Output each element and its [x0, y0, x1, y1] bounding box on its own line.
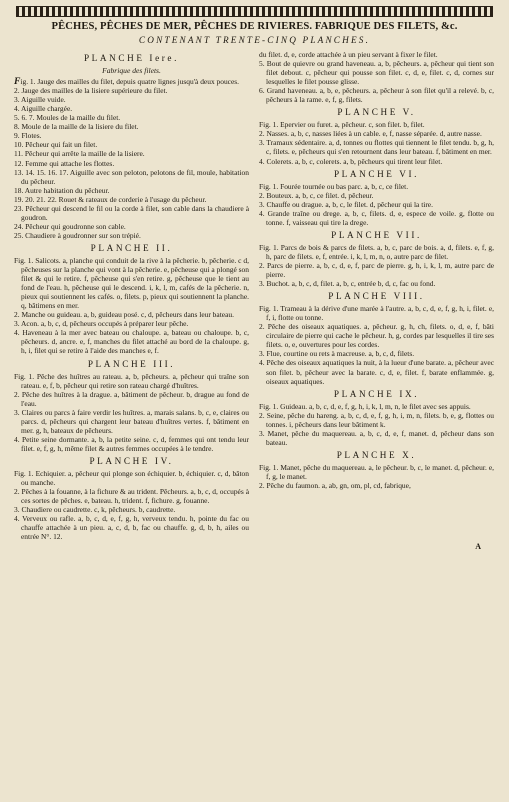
- plate-heading: PLANCHE Iere.: [83, 53, 180, 63]
- figure-entry: 6. Grand haveneau. a, b, e, pêcheurs. a, pêcheur à son filet qu'il a relevé. b, c, pêcheurs à la rame. e, f, g, filets.: [259, 86, 494, 105]
- figure-entry: 2. Bouteux. a, b, c, ce filet. d, pêcheur.: [259, 190, 374, 200]
- figure-entry: 25. Chaudiere à goudronner sur son trépié.: [14, 230, 141, 240]
- plate-heading: PLANCHE X.: [336, 449, 417, 460]
- figure-entry: 8. Moule de la maille de la lisiere du filet.: [14, 122, 139, 132]
- drop-initial: F: [14, 76, 21, 88]
- figure-entry: Fig. 1. Echiquier. a, pêcheur qui plonge son échiquier. b, échiquier. c, d, bâton ou manche.: [14, 469, 249, 488]
- text-columns: [14, 50, 495, 541]
- figure-entry: 5. Bout de quievre ou grand haveneau. a, b, pêcheurs. a, pêcheur qui tient son filet debout. c, pêcheur qui pousse son filet. c, d, e, filet. c, d, cornes sur lesquelles le filet pousse glisse.: [259, 59, 494, 87]
- figure-entry: Fig. 1. Epervier ou furet. a, pêcheur. c, son filet. b, filet.: [259, 120, 425, 130]
- figure-entry: 2. Pêche du faumon. a, ab, gn, om, pl, cd, fabrique,: [259, 481, 411, 491]
- figure-entry: 4. Aiguille chargée.: [14, 104, 73, 114]
- figure-entry: 13. 14. 15. 16. 17. Aiguille avec son peloton, pelotons de fil, moule, habitation du pêcheur.: [14, 167, 249, 186]
- figure-entry: 2. Nasses. a, b, c, nasses liées à un cable. e, f, nasse séparée. d, autre nasse.: [259, 129, 482, 139]
- catchword: A: [475, 542, 481, 552]
- figure-entry: 4. Petite seine dormante. a, b, la petite seine. c, d, femmes qui ont tendu leur filet. e, f, g, h, même filet & autres femmes occupées à le tendre.: [14, 434, 249, 453]
- figure-entry: 12. Femme qui attache les flottes.: [14, 158, 115, 168]
- figure-entry: Fig. 1. Parcs de bois & parcs de filets. a, b, c, parc de bois. a, d, filets. e, f, g, h, parc de filets. e, f, entrée. i, k, l, m, n, o, autre parc de filet.: [259, 242, 494, 261]
- plate-heading: PLANCHE IV.: [89, 455, 174, 466]
- figure-entry: 3. Chauffe ou drague. a, b, c, le filet. d, pêcheur qui la tire.: [259, 199, 433, 209]
- plate-heading: PLANCHE IX.: [333, 388, 420, 399]
- figure-entry: 3. Chaudiere ou caudrette. c, k, pêcheurs. b, caudrette.: [14, 505, 176, 515]
- plate-heading: PLANCHE VI.: [333, 168, 420, 179]
- figure-entry: 10. Pêcheur qui fait un filet.: [14, 140, 98, 150]
- figure-entry: 11. Pêcheur qui arrête la maille de la lisiere.: [14, 149, 145, 159]
- figure-entry: Fig. 1. Manet, pêche du maquereau. a, le pêcheur. b, c, le manet. d, pêcheur. e, f, g, le manet.: [259, 462, 494, 481]
- figure-entry: 18. Autre habitation du pêcheur.: [14, 185, 110, 195]
- figure-entry: 3. Manet, pêche du maquereau. a, b, c, d, e, f, manet. d, pêcheur dans son bateau.: [259, 428, 494, 447]
- figure-entry: du filet. d, e, corde attachée à un pieu servant à fixer le filet.: [259, 50, 438, 59]
- figure-entry: Fig. 1. Salicots. a, planche qui conduit de la rive à la pêcherie. b, pêcherie. c d, pêcheuses sur la planche qui vont à la pêcherie. e, pêcheuse qui a plongé son filet & qui le retire. f, pêcheuse qui s'en retire. g, pêcheuse que le tient au fond de l'eau. h, pêcheuse qui le descend. i, k, l, m, cafés de la pêcherie. n, pieux qui soutiennent les cafés. o, filets. p, pieux qui soutiennent la planche. q, bâtimens en mer.: [14, 255, 249, 311]
- figure-entry: 2. Jauge des mailles de la lisiere supérieure du filet.: [14, 86, 168, 96]
- figure-entry: 24. Pêcheur qui goudronne son cable.: [14, 221, 126, 231]
- plate-heading: PLANCHE III.: [87, 358, 176, 369]
- figure-entry: 4. Colerets. a, b, c, colerets. a, b, pêcheurs qui tirent leur filet.: [259, 156, 443, 166]
- figure-entry: 2. Seine, pêche du hareng. a, b, c, d, e, f, g, h, i, m, n, filets. b, e, g, flottes ou tonnes. i, pêcheurs dans leur bâtiment k.: [259, 410, 494, 429]
- figure-entry: 9. Flotes.: [14, 131, 42, 141]
- top-ornament-border: [16, 6, 493, 17]
- figure-entry: 3. Aiguille vuide.: [14, 95, 66, 105]
- figure-entry: Fig. 1. Trameau à la dérive d'une marée à l'autre. a, b, c, d, e, f, g, h, i, filet. e, f, i, flotte ou tonne.: [259, 304, 494, 323]
- left-column: [14, 50, 249, 541]
- figure-entry: 19. 20. 21. 22. Rouet & rateaux de corderie à l'usage du pêcheur.: [14, 194, 207, 204]
- plate-heading: PLANCHE VIII.: [328, 291, 425, 302]
- figure-entry: 2. Parcs de pierre. a, b, c, d, e, f, parc de pierre. g, h, i, k, l, m, autre parc de pierre.: [259, 260, 494, 280]
- plate-subheading: Fabrique des filets.: [102, 66, 161, 76]
- figure-entry: 4. Haveneau à la mer avec bateau ou chaloupe. a, bateau ou chaloupe. b, c, pêcheurs. d, ancre. e, f, manches du filet attaché au bord de la chaloupe. g, h, i, filet qui se retire à l'aide des manches e, f.: [14, 328, 249, 356]
- figure-entry: 2. Pêches à la fouanne, à la fichure & au trident. Pêcheurs. a, b, c, d, occupés à ces sortes de pêches. e, bateau. h, trident. f, fichure. g, fouanne.: [14, 487, 249, 506]
- figure-entry: 4. Grande traîne ou drege. a, b, c, filets. d, e, espece de voile. g, flotte ou tonne. f, vaisseau qui tire la drege.: [259, 208, 494, 227]
- right-column: [259, 50, 494, 541]
- figure-entry: Fig. 1. Jauge des mailles du filet, depuis quatre lignes jusqu'à deux pouces.: [14, 76, 240, 88]
- plate-heading: PLANCHE V.: [337, 107, 416, 118]
- figure-entry: 3. Tramaux sédentaire. a, d, tonnes ou flottes qui tiennent le filet tendu. b, g, h, c, filets. e, pêcheurs qui s'en retournent dans leur bateau. f, bâtiment en mer.: [259, 138, 494, 157]
- figure-entry: 4. Verveux ou rafle. a, b, c, d, e, f, g, h, verveux tendu. h, pointe du fac ou chauffe attachée à un pieu. a, c, d, b, fac ou chauffe. g, d, b, h, ailes ou entrée N°. 12.: [14, 514, 249, 542]
- page-title: PÊCHES, PÊCHES DE MER, PÊCHES DE RIVIERES. FABRIQUE DES FILETS, &c.: [51, 21, 458, 32]
- figure-entry: 3. Buchot. a, b, c, d, filet. a, b, c, entrée b, d, c, fac ou fond.: [259, 279, 436, 289]
- figure-entry: 3. Flue, courtine ou rets à macreuse. a, b, c, d, filets.: [259, 349, 415, 359]
- plate-heading: PLANCHE II.: [90, 242, 173, 253]
- page-subtitle: CONTENANT TRENTE-CINQ PLANCHES.: [138, 35, 371, 45]
- figure-entry: Fig. 1. Fourée tournée ou bas parc. a, b, c, ce filet.: [259, 181, 409, 191]
- figure-entry: 3. Claires ou parcs à faire verdir les huîtres. a, marais salans. b, c, e, claires ou parcs. d, pêcheurs qui chargent leur bateau d'huîtres vertes. f, bâtiment en mer. g, h, bateaux de pêcheurs.: [14, 407, 249, 435]
- figure-entry: 3. Acon. a, b, c, d, pêcheurs occupés à préparer leur pêche.: [14, 319, 189, 329]
- figure-entry: Fig. 1. Guideau. a, b, c, d, e, f, g, h, i, k, l, m, n, le filet avec ses appuis.: [259, 401, 471, 411]
- figure-entry: 23. Pêcheur qui descend le fil ou la corde à filet, son cable dans la chaudiere à goudron.: [14, 203, 249, 222]
- plate-heading: PLANCHE VII.: [331, 229, 422, 240]
- figure-entry: 2. Pêche des oiseaux aquatiques. a, pêcheur. g, h, ch, filets. o, d, e, f, bâti circulaire de pierre qui cache le pêcheur. h, g, cordes par lesquelles il tire ses filets. o, e, ouvertures pour les cordes.: [259, 322, 494, 350]
- figure-entry: 5. 6. 7. Moules de la maille du filet.: [14, 113, 121, 123]
- figure-entry: Fig. 1. Pêche des huîtres au rateau. a, b, pêcheurs. a, pêcheur qui traîne son rateau. e, f, b, pêcheur qui retire son rateau chargé d'huîtres.: [14, 371, 249, 390]
- figure-entry: 4. Pêche des oiseaux aquatiques la nuit, à la lueur d'une barate. a, pêcheur avec son filet. b, pêcheur avec la barate. c, d, e, filet. f, barate enflammée. g, oiseaux aquatiques.: [259, 358, 494, 386]
- figure-entry: 2. Pêche des huîtres à la drague. a, bâtiment de pêcheur. b, drague au fond de l'eau.: [14, 389, 249, 408]
- figure-entry: 2. Manche ou guideau. a, b, guideau posé. c, d, pêcheurs dans leur bateau.: [14, 310, 234, 320]
